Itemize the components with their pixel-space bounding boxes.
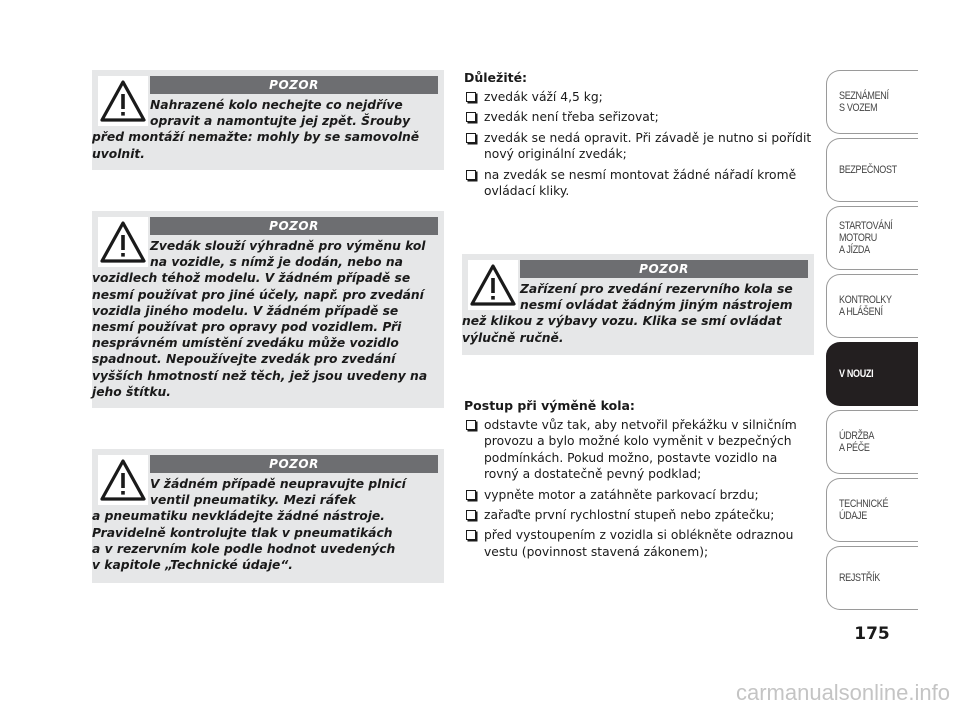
warning-label: POZOR bbox=[520, 260, 808, 278]
tab-bezpecnost[interactable]: BEZPEČNOST bbox=[826, 138, 918, 202]
important-title: Důležité: bbox=[464, 70, 528, 85]
footer-watermark: carmanualsonline.info bbox=[735, 680, 950, 705]
procedure-title: Postup při výměně kola: bbox=[464, 398, 635, 413]
important-list bbox=[464, 89, 814, 199]
warning-box-1 bbox=[92, 70, 444, 170]
tab-technicke-udaje[interactable]: TECHNICKÉ ÚDAJE bbox=[826, 478, 918, 542]
checkbox-bullet-icon bbox=[466, 420, 476, 430]
warning-box-2 bbox=[92, 211, 444, 408]
list-item: odstavte vůz tak, aby netvořil překážku v silničním provozu a bylo možné kolo vyměnit v bezpečných podmínkách. Pokud možno, postavte vozidlo na rovný a dostatečně pevný podklad; bbox=[464, 417, 814, 483]
procedure-section bbox=[464, 398, 814, 564]
list-item: zvedák není třeba seřizovat; bbox=[464, 109, 814, 125]
list-item: vypněte motor a zatáhněte parkovací brzdu; bbox=[464, 487, 814, 503]
warning-text: Zařízení pro zvedání rezervního kola se nesmí ovládat žádným jiným nástrojem než klikou z výbavy vozu. Klika se smí ovládat výlučně ručně. bbox=[462, 282, 793, 345]
important-section bbox=[464, 70, 814, 203]
warning-text: V žádném případě neupravujte plnicí ventil pneumatiky. Mezi ráfek a pneumatiku nevkládejte žádné nástroje. Pravidelně kontrolujte tlak v pneumatikách a v rezervním kole podle hodnot uvedených v kapitole „Technické údaje“. bbox=[92, 477, 406, 573]
warning-label: POZOR bbox=[150, 217, 438, 235]
list-item: na zvedák se nesmí montovat žádné nářadí kromě ovládací kliky. bbox=[464, 167, 814, 200]
warning-label: POZOR bbox=[150, 455, 438, 473]
warning-label: POZOR bbox=[150, 76, 438, 94]
tab-v-nouzi[interactable]: V NOUZI bbox=[826, 342, 918, 406]
checkbox-bullet-icon bbox=[466, 530, 476, 540]
tab-rejstrik[interactable]: REJSTŘÍK bbox=[826, 546, 918, 610]
list-item: před vystoupením z vozidla si oblékněte odraznou vestu (povinnost stavená zákonem); bbox=[464, 527, 814, 560]
list-item: zařaďte první rychlostní stupeň nebo zpátečku; bbox=[464, 507, 814, 523]
procedure-list bbox=[464, 417, 814, 560]
warning-text: Zvedák slouží výhradně pro výměnu kol na vozidle, s nímž je dodán, nebo na vozidlech téhož modelu. V žádném případě se nesmí používat pro jiné účely, např. pro zvedání vozidla jiného modelu. V žádném případě se nesmí používat pro opravy pod vozidlem. Při nesprávném umístění zvedáku může vozidlo spadnout. Nepoužívejte zvedák pro zvedání vyšších hmotností než těch, jež jsou uvedeny na jeho štítku. bbox=[92, 239, 428, 399]
checkbox-bullet-icon bbox=[466, 490, 476, 500]
list-item: zvedák se nedá opravit. Při závadě je nutno si pořídit nový originální zvedák; bbox=[464, 130, 814, 163]
tab-kontrolky[interactable]: KONTROLKY A HLÁŠENÍ bbox=[826, 274, 918, 338]
list-item: zvedák váží 4,5 kg; bbox=[464, 89, 814, 105]
checkbox-bullet-icon bbox=[466, 170, 476, 180]
tab-seznameni[interactable]: SEZNÁMENÍ S VOZEM bbox=[826, 70, 918, 134]
checkbox-bullet-icon bbox=[466, 133, 476, 143]
tab-udrzba[interactable]: ÚDRŽBA A PÉČE bbox=[826, 410, 918, 474]
warning-box-3 bbox=[92, 449, 444, 583]
warning-box-4 bbox=[462, 254, 814, 355]
checkbox-bullet-icon bbox=[466, 510, 476, 520]
checkbox-bullet-icon bbox=[466, 112, 476, 122]
checkbox-bullet-icon bbox=[466, 92, 476, 102]
tab-startovani[interactable]: STARTOVÁNÍ MOTORU A JÍZDA bbox=[826, 206, 918, 270]
warning-text: Nahrazené kolo nechejte co nejdříve opravit a namontujte jej zpět. Šrouby před montáží nemažte: mohly by se samovolně uvolnit. bbox=[92, 98, 420, 161]
page-number: 175 bbox=[854, 624, 890, 644]
